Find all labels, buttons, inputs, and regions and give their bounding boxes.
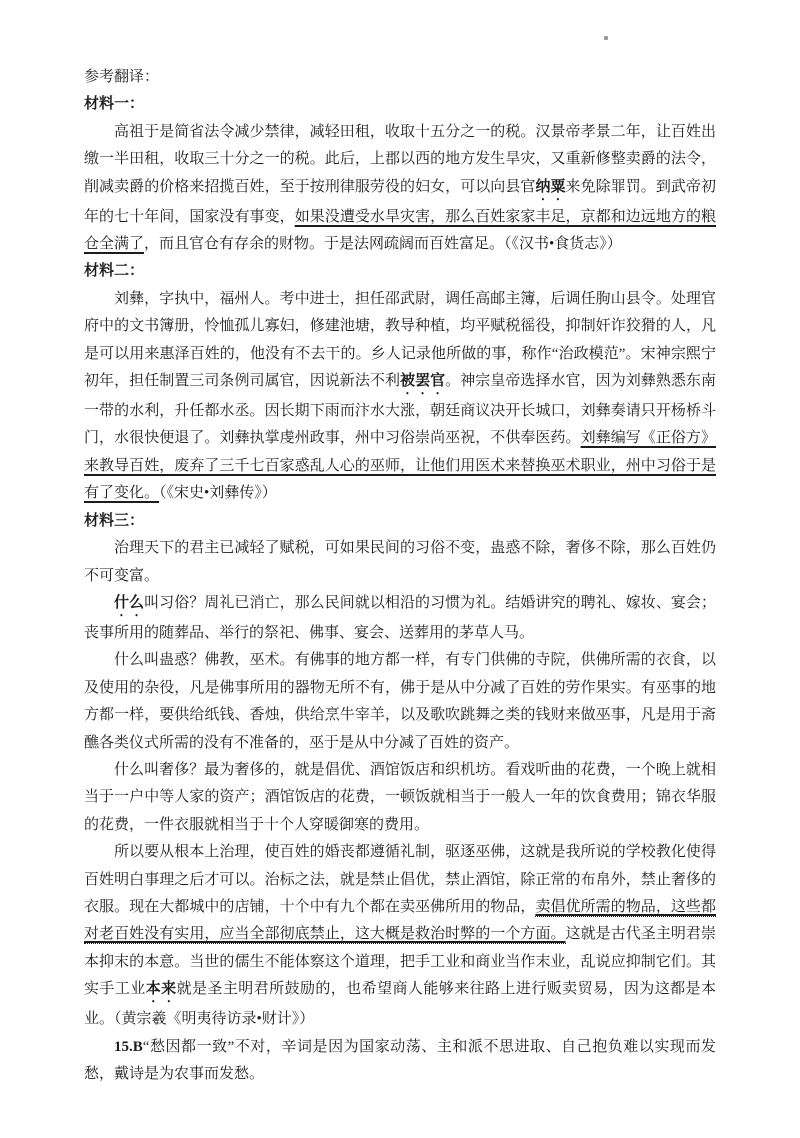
text-run: 卖倡优所需的物品，这些都对老百姓没有实用，应当全部彻底禁止，这大概是救治时弊的一个方面。 [84,898,716,943]
text-run: 15.B [114,1038,143,1055]
text-run: （《宋史•刘彝传》） [159,485,277,502]
text-run: 什么 [114,594,145,611]
text-run: 刘彝编写《正俗方》来教导百姓，废弃了三千七百家惑乱人心的巫师，让他们用医术来替换巫术职业，州中习俗于是有了变化。 [84,430,716,502]
text-run: 什么叫奢侈？最为奢侈的，就是倡优、酒馆饭店和织机坊。看戏听曲的花费，一个晚上就相当于一户中等人家的资产；酒馆饭店的花费，一顿饭就相当于一般人一年的饮食费用；锦衣华服的花费，一件衣服就相当于十个人穿暖御寒的费用。 [84,761,716,833]
material-2-heading [84,258,716,285]
text-run: 。神宗皇帝选择水官，因为刘彝熟悉东南一带的水利，升任都水丞。因长期下雨而汴水大涨，朝廷商议决开长城口，刘彝奏请只开杨桥斗门，水很快便退了。刘彝执掌虔州政事，州中习俗崇尚巫祝，不供奉医药。 [84,373,716,447]
text-run: 这就是古代圣主明君崇本抑末的本意。当世的儒生不能体察这个道理，把手工业和商业当作末业，乱说应抑制它们。其实手工业 [84,926,716,998]
document-body [84,64,716,1088]
text-run: ，而且官仓有存余的财物。于是法网疏阔而百姓富足。（《汉书•食货志》） [144,236,622,253]
text-run: 叫习俗？周礼已消亡，那么民间就以相沿的习惯为礼。结婚讲究的聘礼、嫁妆、宴会；丧事所用的随葬品、举行的祭祀、佛事、宴会、送葬用的茅草人马。 [84,594,716,641]
text-run: 材料三： [84,512,145,529]
material-2-paragraph [84,286,716,508]
text-run: 高祖于是简省法令减少禁律，减轻田租，收取十五分之一的税。汉景帝孝景二年，让百姓出缴一半田租，收取三十分之一的税。此后，上郡以西的地方发生旱灾，又重新修整卖爵的法令，削减卖爵的价格来招揽百姓，至于按刑律服劳役的妇女，可以向县官 [84,123,716,195]
text-run: 就是圣主明君所鼓励的，也希望商人能够来往路上进行贩卖贸易，因为这都是本业。（黄宗羲《明夷待访录•财计》） [84,981,716,1028]
material-1-heading [84,91,716,118]
text-run: 参考翻译： [84,69,160,85]
text-run: 治理天下的君主已减轻了赋税，可如果民间的习俗不变，蛊惑不除，奢侈不除，那么百姓仍不可变富。 [84,540,716,584]
text-run: 材料二： [84,263,145,280]
material-1-paragraph [84,119,716,259]
material-3-paragraph-4 [84,757,716,839]
text-run: “愁因都一致”不对，辛词是因为国家动荡、主和派不思进取、自己抱负难以实现而发愁，戴诗是为农事而发愁。 [84,1038,716,1082]
answer-15-paragraph [84,1034,716,1089]
text-run: 纳粟 [535,178,566,195]
reference-translation-label [84,64,716,91]
text-run: 所以要从根本上治理，使百姓的婚丧都遵循礼制，驱逐巫佛，这就是我所说的学校教化使得百姓明白事理之后才可以。治标之法，就是禁止倡优，禁止酒馆，除正常的布帛外，禁止奢侈的衣服。现在大都城中的店铺，十个中有九个都在卖巫佛所用的物品， [84,844,716,915]
text-run: 什么叫蛊惑？佛教，巫术。有佛事的地方都一样，有专门供佛的寺院，供佛所需的衣食，以及使用的杂役，凡是佛事所用的器物无所不有，佛于是从中分减了百姓的劳作果实。有巫事的地方都一样，要供给纸钱、香烛，供给烹牛宰羊，以及歌吹跳舞之类的钱财来做巫事，凡是用于斋醮各类仪式所需的没有不准备的，巫于是从中分减了百姓的资产。 [84,652,716,751]
text-run: 如果没遭受水旱灾害，那么百姓家家丰足，京都和边远地方的粮仓全满了 [84,208,716,253]
material-3-paragraph-3 [84,647,716,757]
scan-artifact-dot [604,36,608,40]
material-3-heading [84,508,716,535]
text-run: 来免除罪罚。到武帝初年的七十年间，国家没有事变， [84,178,716,225]
text-run: 刘彝，字执中，福州人。考中进士，担任邵武尉，调任高邮主簿，后调任朐山县令。处理官府中的文书簿册，怜恤孤儿寡妇，修建池塘，教导种植，均平赋税徭役，抑制奸诈狡猾的人，凡是可以用来惠泽百姓的，他没有不去干的。乡人记录他所做的事，称作“治政模范”。宋神宗熙宁初年，担任制置三司条例司属官，因说新法不利 [84,290,716,390]
material-3-paragraph-1 [84,535,716,590]
material-3-paragraph-2 [84,590,716,647]
text-run: 被罢官 [400,373,446,390]
material-3-paragraph-5 [84,839,716,1033]
text-run: 材料一： [84,96,145,113]
text-run: 本来 [145,981,177,998]
